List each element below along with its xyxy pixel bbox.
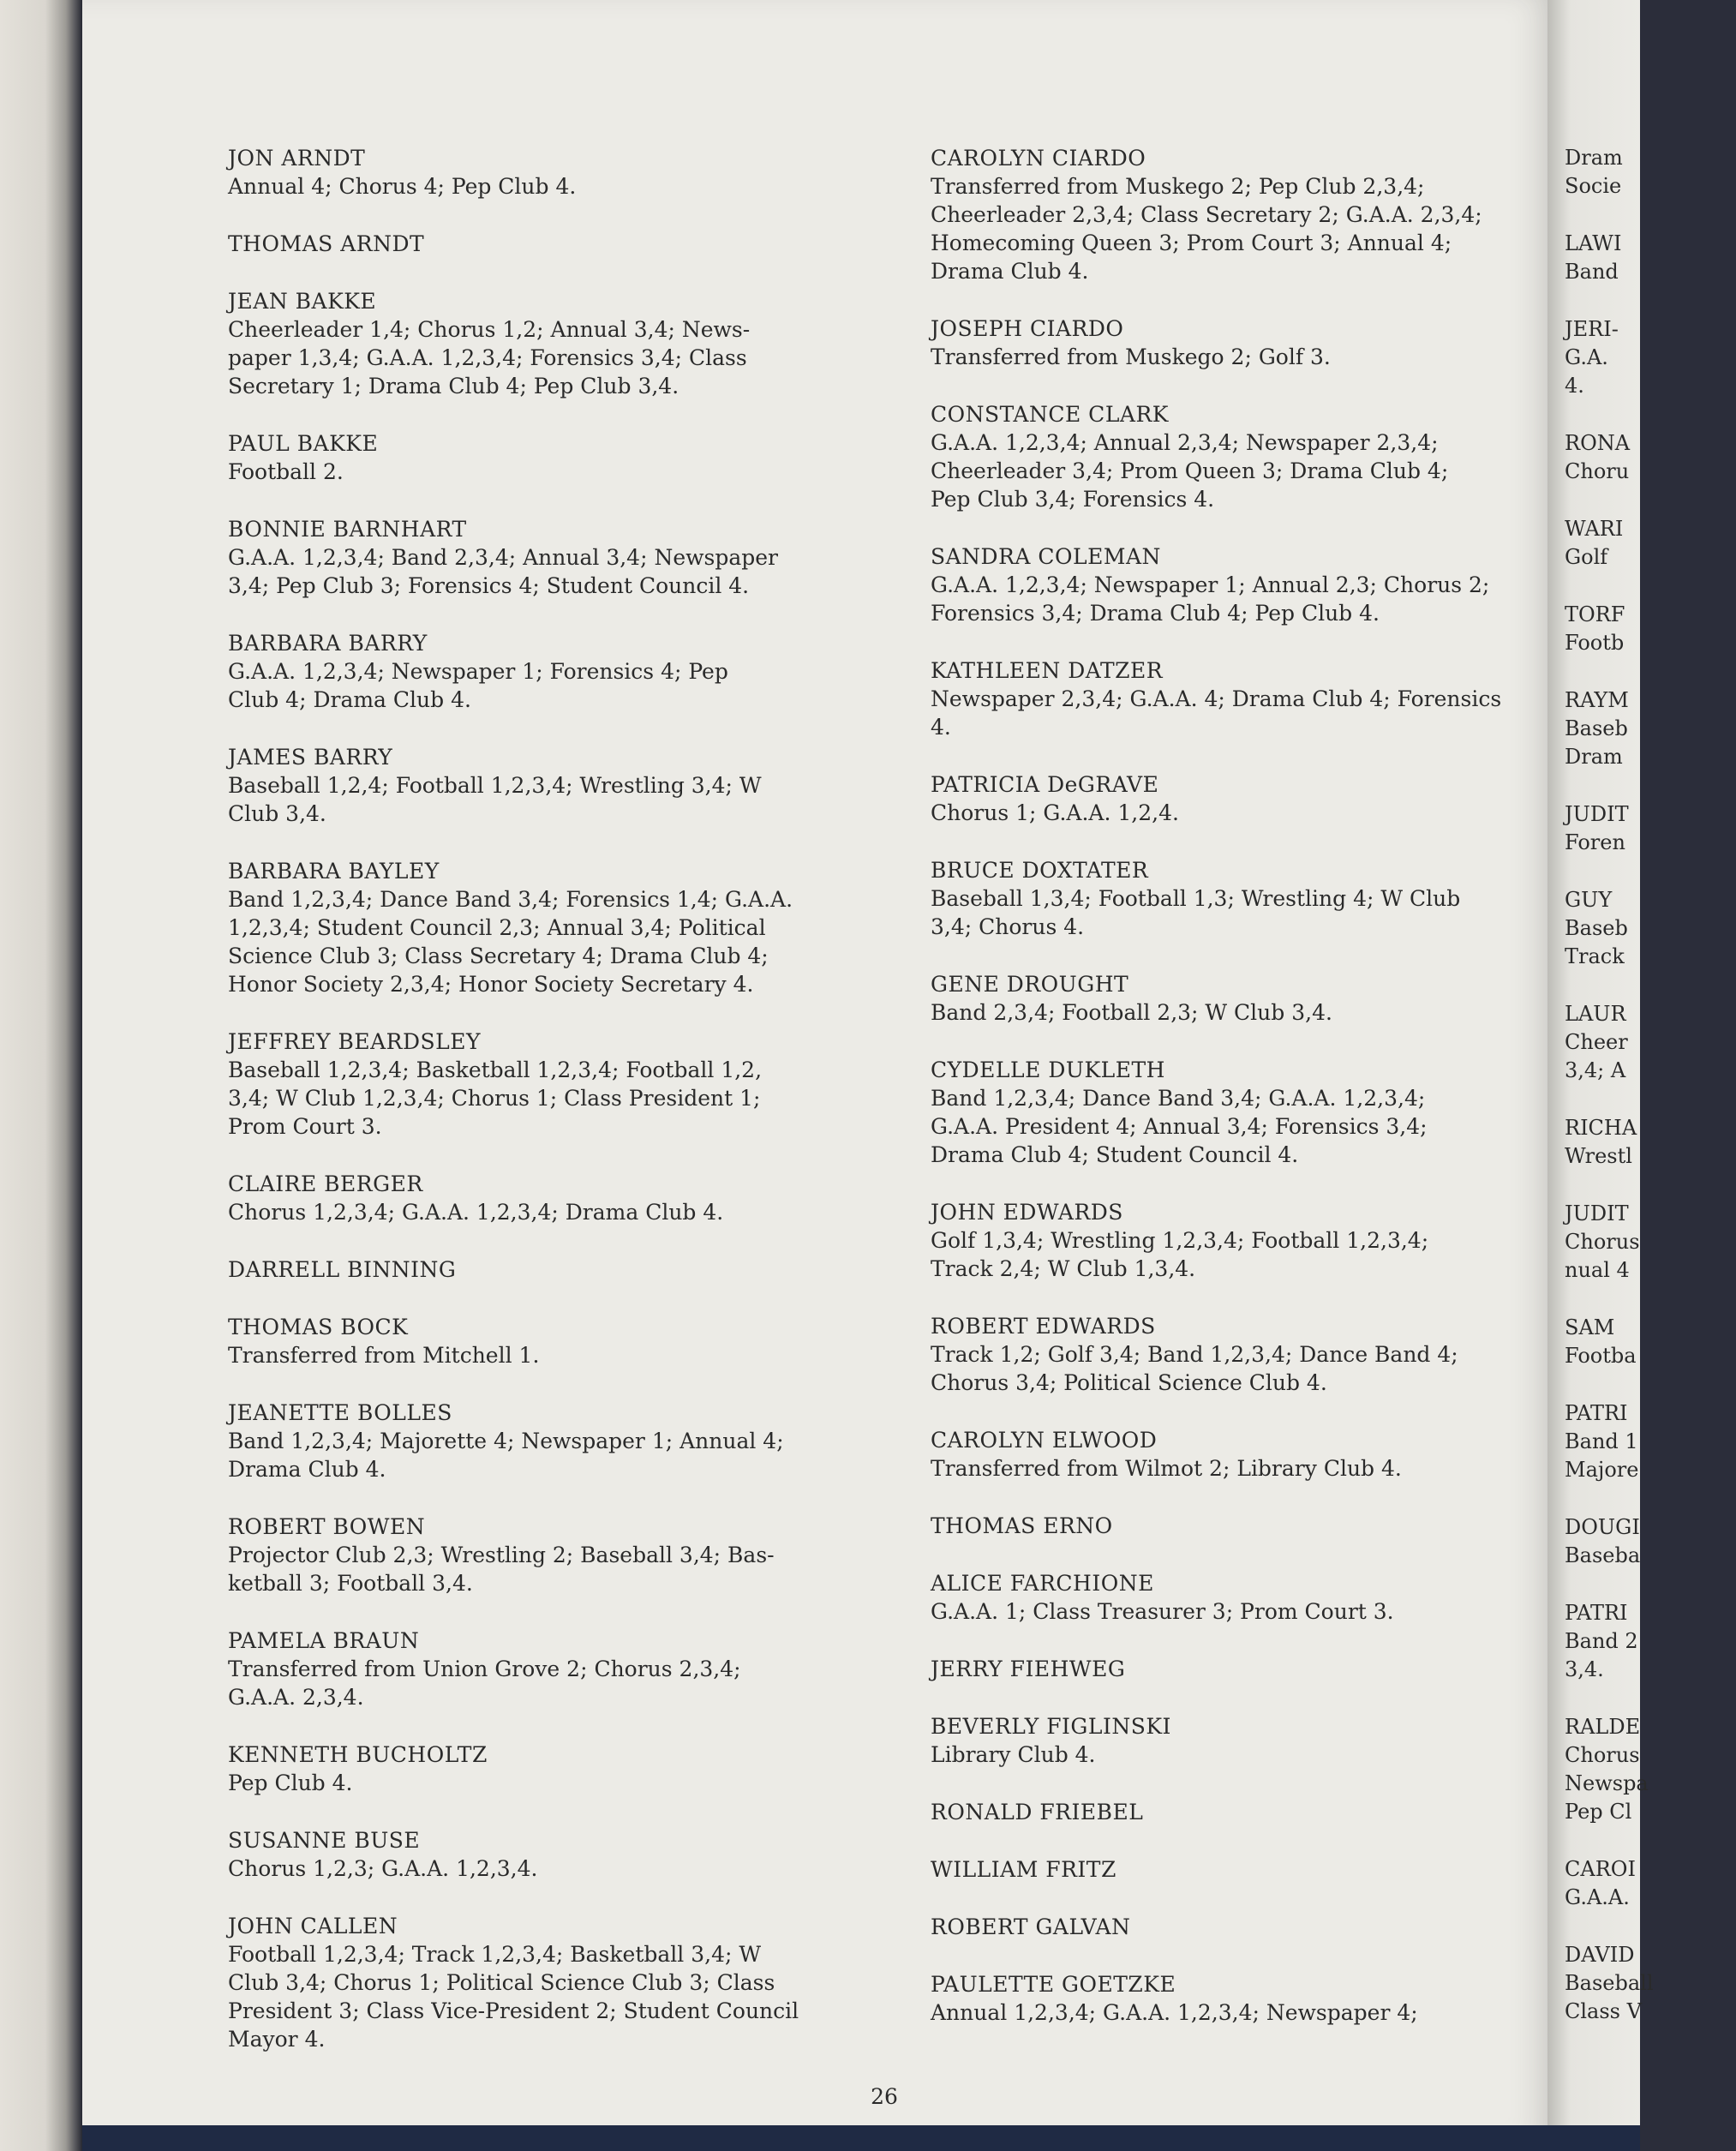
next-page-text: Golf <box>1565 545 1608 569</box>
activity-line: Transferred from Union Grove 2; Chorus 2,3,4; <box>228 1657 741 1681</box>
senior-entry <box>931 1798 1547 1826</box>
student-name: JAMES BARRY <box>228 745 393 770</box>
next-page-text: Class V <box>1565 1999 1642 2023</box>
senior-entry <box>931 970 1547 1027</box>
activity-line: Drama Club 4. <box>931 259 1089 284</box>
senior-entry <box>931 315 1547 371</box>
activity-line: Secretary 1; Drama Club 4; Pep Club 3,4. <box>228 374 679 398</box>
senior-entry <box>931 1569 1547 1626</box>
activity-line: Homecoming Queen 3; Prom Court 3; Annual 4; <box>931 231 1452 255</box>
student-name: SUSANNE BUSE <box>228 1828 421 1853</box>
student-name: GENE DROUGHT <box>931 972 1129 997</box>
student-name: BONNIE BARNHART <box>228 517 467 542</box>
next-page-text: Dram <box>1565 745 1623 769</box>
next-page-text: Foren <box>1565 830 1625 854</box>
student-name: PAMELA BRAUN <box>228 1628 420 1653</box>
activity-line: Cheerleader 3,4; Prom Queen 3; Drama Club 4; <box>931 458 1449 483</box>
student-name: JERRY FIEHWEG <box>931 1657 1126 1681</box>
activity-line: Club 3,4; Chorus 1; Political Science Club 3; Class <box>228 1970 775 1995</box>
next-page-text: nual 4 <box>1565 1258 1630 1282</box>
next-page-text: WARI <box>1565 517 1624 541</box>
next-page-text: JERI- <box>1565 317 1619 341</box>
next-page-text: 3,4. <box>1565 1657 1604 1681</box>
activity-line: Transferred from Wilmot 2; Library Club 4. <box>931 1456 1402 1481</box>
student-name: WILLIAM FRITZ <box>931 1857 1116 1882</box>
next-page-entry <box>1565 800 1736 857</box>
activity-line: G.A.A. 1,2,3,4; Annual 2,3,4; Newspaper 2,3,4; <box>931 430 1439 455</box>
senior-entry <box>228 1399 862 1483</box>
student-name: CONSTANCE CLARK <box>931 402 1169 427</box>
next-page-entry <box>1565 1941 1736 2026</box>
activity-line: Baseball 1,2,4; Football 1,2,3,4; Wrestling 3,4; W <box>228 773 762 798</box>
senior-entry <box>228 1627 862 1711</box>
activity-line: Mayor 4. <box>228 2027 326 2052</box>
activity-line: Pep Club 4. <box>228 1771 353 1795</box>
activity-line: Track 2,4; W Club 1,3,4. <box>931 1256 1196 1281</box>
activity-line: Chorus 3,4; Political Science Club 4. <box>931 1370 1327 1395</box>
activity-line: Annual 1,2,3,4; G.A.A. 1,2,3,4; Newspaper 4; <box>931 2000 1418 2025</box>
senior-entry <box>931 1512 1547 1540</box>
next-page-text: 4. <box>1565 374 1584 398</box>
next-page-text: SAM <box>1565 1315 1615 1339</box>
activity-line: Football 1,2,3,4; Track 1,2,3,4; Basketball 3,4; W <box>228 1942 762 1967</box>
next-page-text: Baseball <box>1565 1971 1654 1995</box>
activity-line: Band 1,2,3,4; Dance Band 3,4; Forensics 1,4; G.A.A. <box>228 887 793 912</box>
activity-line: Drama Club 4. <box>228 1457 386 1482</box>
activity-line: Transferred from Muskego 2; Golf 3. <box>931 345 1331 369</box>
senior-entry <box>228 1170 862 1226</box>
next-page-text: Dram <box>1565 146 1623 170</box>
next-page-text: JUDIT <box>1565 802 1629 826</box>
next-page-text: RICHA <box>1565 1116 1637 1140</box>
senior-entry <box>228 144 862 201</box>
student-name: PATRICIA DeGRAVE <box>931 772 1159 797</box>
next-page-text: JUDIT <box>1565 1201 1629 1225</box>
senior-entry <box>931 1655 1547 1683</box>
next-page-entry <box>1565 1713 1736 1826</box>
senior-entry <box>931 1312 1547 1397</box>
activity-line: Library Club 4. <box>931 1742 1096 1767</box>
activity-line: ketball 3; Football 3,4. <box>228 1571 473 1596</box>
activity-line: Chorus 1; G.A.A. 1,2,4. <box>931 800 1179 825</box>
next-page-text: LAWI <box>1565 231 1622 255</box>
student-name: CYDELLE DUKLETH <box>931 1058 1165 1082</box>
book-cover-edge <box>82 2125 1640 2151</box>
next-page-text: Majore <box>1565 1458 1639 1482</box>
next-page-entry <box>1565 1855 1736 1912</box>
senior-entry <box>931 1913 1547 1941</box>
activity-line: Prom Court 3. <box>228 1114 382 1139</box>
next-page-text: LAUR <box>1565 1002 1626 1026</box>
activity-line: Band 2,3,4; Football 2,3; W Club 3,4. <box>931 1000 1332 1025</box>
activity-line: G.A.A. 1; Class Treasurer 3; Prom Court 3. <box>931 1599 1394 1624</box>
activity-line: Golf 1,3,4; Wrestling 1,2,3,4; Football 1,2,3,4; <box>931 1228 1429 1253</box>
next-page-text: Band 2 <box>1565 1629 1638 1653</box>
senior-entry <box>228 743 862 828</box>
next-page-text: RAYM <box>1565 688 1629 712</box>
activity-line: Track 1,2; Golf 3,4; Band 1,2,3,4; Dance Band 4; <box>931 1342 1458 1367</box>
next-page-text: Chorus <box>1565 1743 1640 1767</box>
activity-line: 3,4; Chorus 4. <box>931 914 1085 939</box>
senior-entry <box>228 1255 862 1284</box>
activity-line: Cheerleader 1,4; Chorus 1,2; Annual 3,4; News- <box>228 317 751 342</box>
activity-line: 4. <box>931 715 951 740</box>
senior-entry <box>931 1056 1547 1169</box>
next-page-entry <box>1565 1399 1736 1484</box>
next-page-text: Wrestl <box>1565 1144 1632 1168</box>
student-name: THOMAS ERNO <box>931 1513 1113 1538</box>
student-name: BARBARA BARRY <box>228 631 428 656</box>
senior-entry <box>228 629 862 714</box>
left-column <box>228 144 862 2082</box>
next-page-entry <box>1565 886 1736 971</box>
student-name: JEFFREY BEARDSLEY <box>228 1029 482 1054</box>
activity-line: Chorus 1,2,3; G.A.A. 1,2,3,4. <box>228 1856 538 1881</box>
next-page-entry <box>1565 144 1736 201</box>
activity-line: Transferred from Mitchell 1. <box>228 1343 540 1368</box>
senior-entry <box>228 287 862 400</box>
activity-line: 3,4; Pep Club 3; Forensics 4; Student Council 4. <box>228 573 750 598</box>
next-page-text: Socie <box>1565 174 1622 198</box>
next-page-entry <box>1565 429 1736 486</box>
next-page-entry <box>1565 1513 1736 1570</box>
activity-line: G.A.A. 1,2,3,4; Band 2,3,4; Annual 3,4; Newspaper <box>228 545 779 570</box>
next-page-text: Band <box>1565 260 1619 284</box>
senior-entry <box>228 429 862 486</box>
student-name: ROBERT GALVAN <box>931 1914 1131 1939</box>
activity-line: Baseball 1,3,4; Football 1,3; Wrestling 4; W Club <box>931 886 1461 911</box>
senior-entry <box>931 770 1547 827</box>
student-name: JON ARNDT <box>228 146 366 171</box>
next-page-entry <box>1565 230 1736 286</box>
right-column <box>931 144 1547 2056</box>
student-name: JEAN BAKKE <box>228 289 377 314</box>
student-name: ALICE FARCHIONE <box>931 1571 1154 1596</box>
student-name: DARRELL BINNING <box>228 1257 457 1282</box>
activity-line: Projector Club 2,3; Wrestling 2; Baseball 3,4; Bas- <box>228 1543 775 1567</box>
student-name: CLAIRE BERGER <box>228 1171 423 1196</box>
senior-entry <box>931 542 1547 627</box>
senior-entry <box>228 857 862 998</box>
activity-line: 3,4; W Club 1,2,3,4; Chorus 1; Class President 1; <box>228 1086 761 1111</box>
next-page-text: Newspa <box>1565 1771 1649 1795</box>
next-page-entry <box>1565 1200 1736 1285</box>
student-name: BRUCE DOXTATER <box>931 858 1149 883</box>
next-page-entry <box>1565 601 1736 657</box>
activity-line: 1,2,3,4; Student Council 2,3; Annual 3,4; Political <box>228 915 766 940</box>
student-name: JEANETTE BOLLES <box>228 1400 452 1425</box>
next-page-text: Cheer <box>1565 1030 1628 1054</box>
next-page-text: Baseb <box>1565 916 1628 940</box>
student-name: BARBARA BAYLEY <box>228 859 440 884</box>
senior-entry <box>228 1741 862 1797</box>
next-page-entry <box>1565 515 1736 572</box>
student-name: JOHN EDWARDS <box>931 1200 1123 1225</box>
next-page-text: PATRI <box>1565 1601 1628 1625</box>
student-name: RONALD FRIEBEL <box>931 1800 1144 1824</box>
student-name: PAUL BAKKE <box>228 431 379 456</box>
activity-line: Football 2. <box>228 459 344 484</box>
activity-line: Drama Club 4; Student Council 4. <box>931 1142 1299 1167</box>
activity-line: Forensics 3,4; Drama Club 4; Pep Club 4. <box>931 601 1380 626</box>
activity-line: paper 1,3,4; G.A.A. 1,2,3,4; Forensics 3,4; Class <box>228 345 747 370</box>
senior-entry <box>228 1028 862 1141</box>
student-name: KENNETH BUCHOLTZ <box>228 1742 488 1767</box>
senior-entry <box>228 515 862 600</box>
student-name: THOMAS BOCK <box>228 1315 409 1339</box>
activity-line: Honor Society 2,3,4; Honor Society Secretary 4. <box>228 972 754 997</box>
next-page-text: RALDE <box>1565 1715 1641 1739</box>
next-page-column <box>1565 144 1736 2055</box>
student-name: KATHLEEN DATZER <box>931 658 1164 683</box>
senior-entry <box>931 400 1547 513</box>
senior-entry <box>228 230 862 258</box>
senior-entry <box>228 1826 862 1883</box>
next-page-entry <box>1565 315 1736 400</box>
senior-entry <box>228 1313 862 1369</box>
activity-line: G.A.A. President 4; Annual 3,4; Forensics 3,4; <box>931 1114 1428 1139</box>
next-page-text: Chorus <box>1565 1230 1640 1254</box>
student-name: BEVERLY FIGLINSKI <box>931 1714 1171 1739</box>
next-page-text: Footba <box>1565 1344 1637 1368</box>
student-name: THOMAS ARNDT <box>228 231 425 256</box>
student-name: PAULETTE GOETZKE <box>931 1972 1176 1997</box>
activity-line: Club 3,4. <box>228 801 326 826</box>
senior-entry <box>228 1513 862 1597</box>
next-page-entry <box>1565 1599 1736 1684</box>
student-name: ROBERT BOWEN <box>228 1514 426 1539</box>
next-page-entry <box>1565 1000 1736 1085</box>
senior-entry <box>931 1712 1547 1769</box>
senior-entry <box>931 1970 1547 2027</box>
activity-line: Band 1,2,3,4; Dance Band 3,4; G.A.A. 1,2,3,4; <box>931 1086 1426 1111</box>
next-page-text: RONA <box>1565 431 1631 455</box>
senior-entry <box>931 656 1547 741</box>
next-page-text: G.A. <box>1565 345 1608 369</box>
next-page-text: 3,4; A <box>1565 1058 1626 1082</box>
senior-entry <box>931 1426 1547 1483</box>
next-page-text: DAVID <box>1565 1943 1635 1967</box>
senior-entry <box>931 144 1547 285</box>
senior-entry <box>228 1912 862 2053</box>
student-name: SANDRA COLEMAN <box>931 544 1161 569</box>
activity-line: President 3; Class Vice-President 2; Student Council <box>228 1998 799 2023</box>
student-name: CAROLYN CIARDO <box>931 146 1146 171</box>
activity-line: Band 1,2,3,4; Majorette 4; Newspaper 1; Annual 4; <box>228 1429 784 1453</box>
activity-line: Club 4; Drama Club 4. <box>228 687 471 712</box>
book-edge <box>0 0 82 2151</box>
student-name: ROBERT EDWARDS <box>931 1314 1156 1339</box>
activity-line: Transferred from Muskego 2; Pep Club 2,3,4; <box>931 174 1425 199</box>
student-name: CAROLYN ELWOOD <box>931 1428 1158 1453</box>
activity-line: Pep Club 3,4; Forensics 4. <box>931 487 1215 512</box>
next-page-text: Baseba <box>1565 1543 1641 1567</box>
student-name: JOHN CALLEN <box>228 1914 398 1938</box>
next-page-text: Band 1 <box>1565 1429 1638 1453</box>
senior-entry <box>931 1855 1547 1884</box>
next-page-text: Baseb <box>1565 716 1628 740</box>
page-number: 26 <box>871 2084 898 2109</box>
student-name: JOSEPH CIARDO <box>931 316 1124 341</box>
next-page-text: G.A.A. <box>1565 1885 1630 1909</box>
next-page-text: TORF <box>1565 602 1625 626</box>
next-page-entry <box>1565 686 1736 771</box>
next-page-text: Footb <box>1565 631 1625 655</box>
next-page-entry <box>1565 1314 1736 1370</box>
next-page-text: CAROI <box>1565 1857 1636 1881</box>
activity-line: G.A.A. 1,2,3,4; Newspaper 1; Annual 2,3; Chorus 2; <box>931 572 1490 597</box>
next-page-text: Pep Cl <box>1565 1800 1632 1824</box>
next-page-text: GUY <box>1565 888 1613 912</box>
activity-line: Cheerleader 2,3,4; Class Secretary 2; G.A.A. 2,3,4; <box>931 202 1482 227</box>
next-page-text: Track <box>1565 944 1625 968</box>
activity-line: Newspaper 2,3,4; G.A.A. 4; Drama Club 4; Forensics <box>931 686 1502 711</box>
activity-line: Chorus 1,2,3,4; G.A.A. 1,2,3,4; Drama Club 4. <box>228 1200 724 1225</box>
activity-line: Science Club 3; Class Secretary 4; Drama Club 4; <box>228 944 769 968</box>
activity-line: G.A.A. 1,2,3,4; Newspaper 1; Forensics 4; Pep <box>228 659 728 684</box>
activity-line: G.A.A. 2,3,4. <box>228 1685 364 1710</box>
next-page-entry <box>1565 1114 1736 1171</box>
activity-line: Baseball 1,2,3,4; Basketball 1,2,3,4; Football 1,2, <box>228 1058 763 1082</box>
senior-entry <box>931 1198 1547 1283</box>
next-page-text: Choru <box>1565 459 1630 483</box>
next-page-text: DOUGI <box>1565 1515 1640 1539</box>
senior-entry <box>931 856 1547 941</box>
activity-line: Annual 4; Chorus 4; Pep Club 4. <box>228 174 577 199</box>
next-page-text: PATRI <box>1565 1401 1628 1425</box>
